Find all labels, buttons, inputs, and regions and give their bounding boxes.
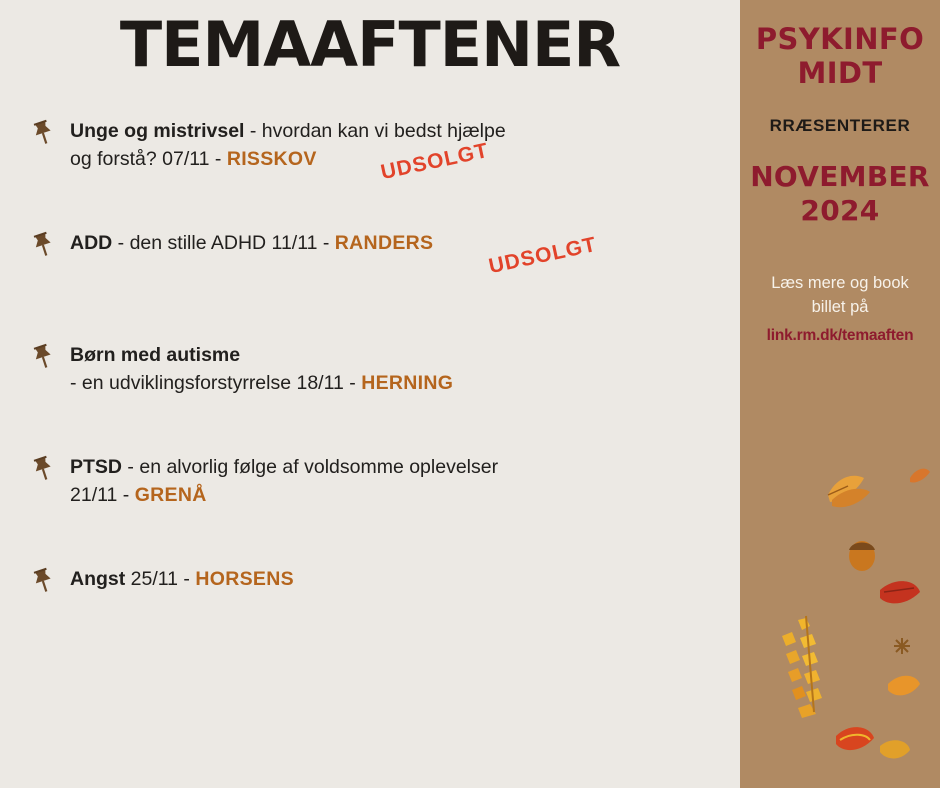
- event-detail: 21/11 -: [70, 483, 135, 506]
- pushpin-icon: [28, 342, 58, 372]
- year-label: 2024: [800, 194, 880, 228]
- event-item: [28, 230, 740, 290]
- event-detail: - den stille ADHD 11/11 -: [112, 232, 335, 254]
- status-badge: UDSOLGT: [486, 232, 599, 279]
- event-detail: - hvordan kan vi bedst hjælpe: [244, 120, 506, 142]
- event-location: HERNING: [361, 371, 454, 394]
- brand-line-2: MIDT: [797, 56, 883, 91]
- event-line: [70, 230, 740, 258]
- event-line: [70, 370, 740, 398]
- event-detail: - en alvorlig følge af voldsomme oplevelser: [122, 456, 499, 478]
- event-title: Unge og mistrivsel: [70, 120, 245, 142]
- booking-text-line-2: billet på: [811, 297, 869, 316]
- event-title: Angst: [70, 568, 126, 590]
- event-detail: og forstå? 07/11 -: [70, 147, 227, 170]
- event-line: [70, 118, 740, 146]
- status-badge: UDSOLGT: [378, 138, 491, 185]
- event-title: Børn med autisme: [70, 344, 241, 366]
- booking-text-line-1: Læs mere og book: [771, 273, 909, 292]
- booking-link[interactable]: link.rm.dk/temaaften: [766, 327, 914, 345]
- brand-line-1: PSYKINFO: [755, 22, 925, 56]
- leaf-icon: [910, 469, 930, 483]
- month-label: NOVEMBER: [750, 160, 930, 194]
- event-list: [0, 118, 740, 626]
- page-title: TEMAAFTENER: [119, 8, 621, 81]
- acorn-icon: [849, 541, 875, 571]
- event-detail: 25/11 -: [125, 568, 196, 590]
- leaf-icon: [836, 727, 874, 750]
- pushpin-icon: [28, 230, 58, 260]
- event-line: [70, 454, 740, 482]
- event-title: PTSD: [70, 456, 123, 478]
- pushpin-icon: [28, 454, 58, 484]
- event-location: HORSENS: [195, 568, 294, 590]
- poster-sidebar: [740, 0, 940, 788]
- event-item: [28, 454, 740, 514]
- booking-info: [740, 272, 940, 348]
- event-location: GRENÅ: [134, 483, 207, 506]
- autumn-leaves-decoration: [740, 440, 940, 788]
- brand-title: [740, 0, 940, 90]
- event-detail: - en udviklingsforstyrrelse 18/11 -: [70, 371, 362, 394]
- event-location: RANDERS: [334, 232, 434, 254]
- leaf-icon: [888, 676, 920, 696]
- event-item: [28, 566, 740, 626]
- event-title: ADD: [70, 232, 113, 254]
- event-line: [70, 342, 740, 370]
- leaf-icon: [828, 476, 870, 507]
- leaf-icon: [880, 581, 920, 603]
- event-line: [70, 482, 740, 510]
- star-anise-icon: [894, 638, 910, 654]
- compound-leaf-icon: [782, 616, 822, 718]
- pushpin-icon: [28, 566, 58, 596]
- event-item: [28, 342, 740, 402]
- event-line: [70, 566, 740, 594]
- event-item: [28, 118, 740, 185]
- presents-label: RRÆSENTERER: [769, 116, 911, 136]
- event-location: RISSKOV: [226, 147, 317, 170]
- leaf-icon: [880, 740, 910, 758]
- pushpin-icon: [28, 118, 58, 148]
